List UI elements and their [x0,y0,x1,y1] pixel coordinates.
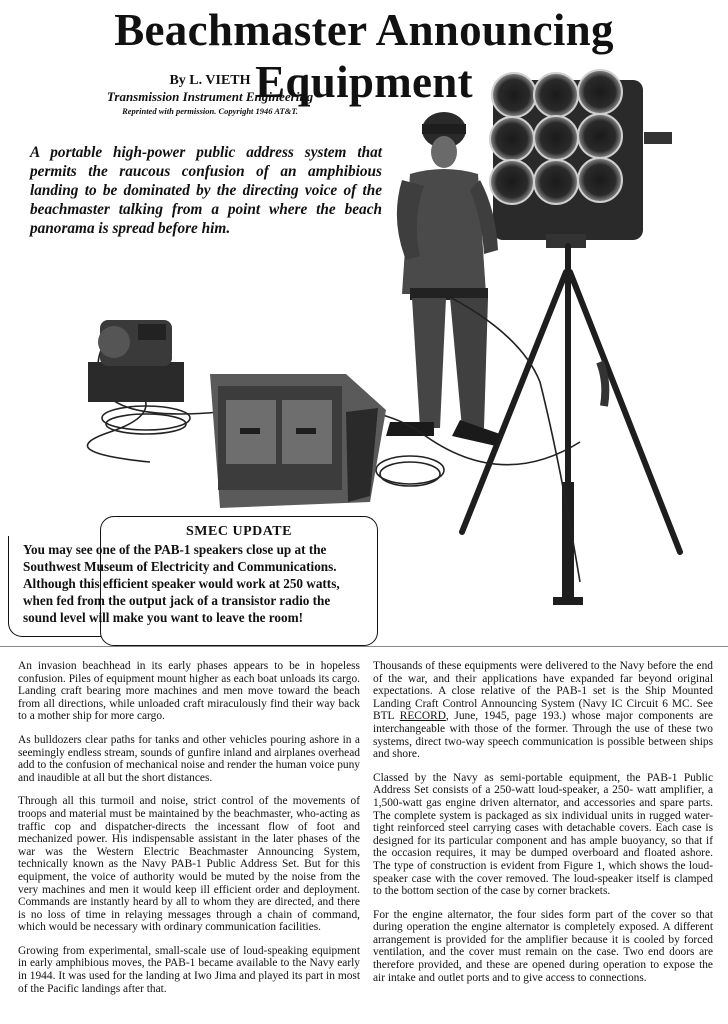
reprint-note: Reprinted with permission. Copyright 1946 AT&T. [122,106,298,116]
smec-body: You may see one of the PAB-1 speakers close up at the Southwest Museum of Electricity and Communications. Although this efficient speaker would work at 250 watts, when fed from the output jack of a transistor radio the sound level will make you want to leave the room! [23,542,340,625]
paragraph-text: Thousands of these equipments were delivered to the Navy before the end of the war, and their applications have expanded far beyond original expectations. A close relative of the PAB-1 set is the Ship Mounted Landing Craft Control Announcing System (Navy IC Circuit 6 MC. See BTL [373,660,713,723]
intro-paragraph: A portable high-power public address system that permits the raucous confusion of an amphibious landing to be dominated by the directing voice of the beachmaster talking from a point where the beach panorama is spread before him. [30,144,382,237]
smec-heading: SMEC UPDATE [186,524,292,539]
article-title: Beachmaster Announcing Equipment [114,5,614,107]
soldier-figure [386,112,500,446]
paragraph: An invasion beachhead in its early phases appears to be in hopeless confusion. Piles of equipment mount higher as each boat unloads its cargo. Landing craft bearing more machines and men move toward the beach from all directions, while unloaded craft miraculously find their way back to a mother ship for more cargo. [18,660,360,723]
smec-update-box [23,516,378,646]
paragraph: As bulldozers clear paths for tanks and other vehicles pouring ashore in a seemingly endless stream, sounds of gunfire inland and airplanes overhead add to the confusion of mechanical noise and render the human voice puny and inaudible at all but the short distances. [18,733,360,784]
amplifier-case [210,374,386,508]
left-column [18,660,360,1006]
engine-alternator [88,320,184,402]
paragraph-text: , June, 1945, page 193.) whose major components are interchangeable with those of the former. Through the use of these two systems, direct two-way speech communication is possible between ships and shore. [373,710,713,761]
section-divider [0,646,728,647]
right-column [373,660,713,995]
paragraph: Classed by the Navy as semi-portable equipment, the PAB-1 Public Address Set consists of a 250-watt loud-speaker, a 250- watt amplifier, a 1,500-watt gas engine driven alternator, and accessories and spare parts. The complete system is packaged as six individual units in rugged water-tight reinforced steel carrying cases with detachable covers. Each case is designed for its particular component and has ample buoyancy, so that if the occasion requires, it may be dumped overboard and floated ashore. The type of construction is evident from Figure 1, which shows the loud-speaker case with the cover removed. The loud-speaker itself is clamped to the bottom section of the case by corner brackets. [373,771,713,898]
loudspeaker-array [490,70,672,248]
paragraph: For the engine alternator, the four sides form part of the cover so that during operation the engine alternator is completely exposed. A different arrangement is provided for the amplifier because it is cooled by forced ventilation, and the cover must remain on the case. Two end doors are therefore provided, and these are opened during operation to expose the air intake and outlet ports and to give access to connections. [373,908,713,984]
author: By L. VIETH [169,73,251,88]
byline [60,72,360,117]
record-reference: RECORD [399,710,446,723]
paragraph: Through all this turmoil and noise, strict control of the movements of troops and material must be maintained by the beachmaster, who-acting as traffic cop and dispatcher-directs the incessant flow of foot and mechanized power. His indispensable assistant in the later phases of the war was the Western Electric Beachmaster Announcing System, technically known as the Navy PAB-1 Public Address Set. But for this equipment, the voice of authority would be muted by the noise from the very machines and men it would keep ill efficient order and deployment. Commands are instantly heard by all to whom they are directed, and there is no loss of time in relaying messages through a chain of command, which would be necessary with ordinary communication facilities. [18,795,360,934]
paragraph [373,660,713,761]
department: Transmission Instrument Engineering [106,89,314,104]
paragraph: Growing from experimental, small-scale use of loud-speaking equipment in early amphibious moves, the PAB-1 became available to the Navy early in 1944. It was used for the landing at Iwo Jima and played its part in most of the Pacific landings after that. [18,944,360,995]
